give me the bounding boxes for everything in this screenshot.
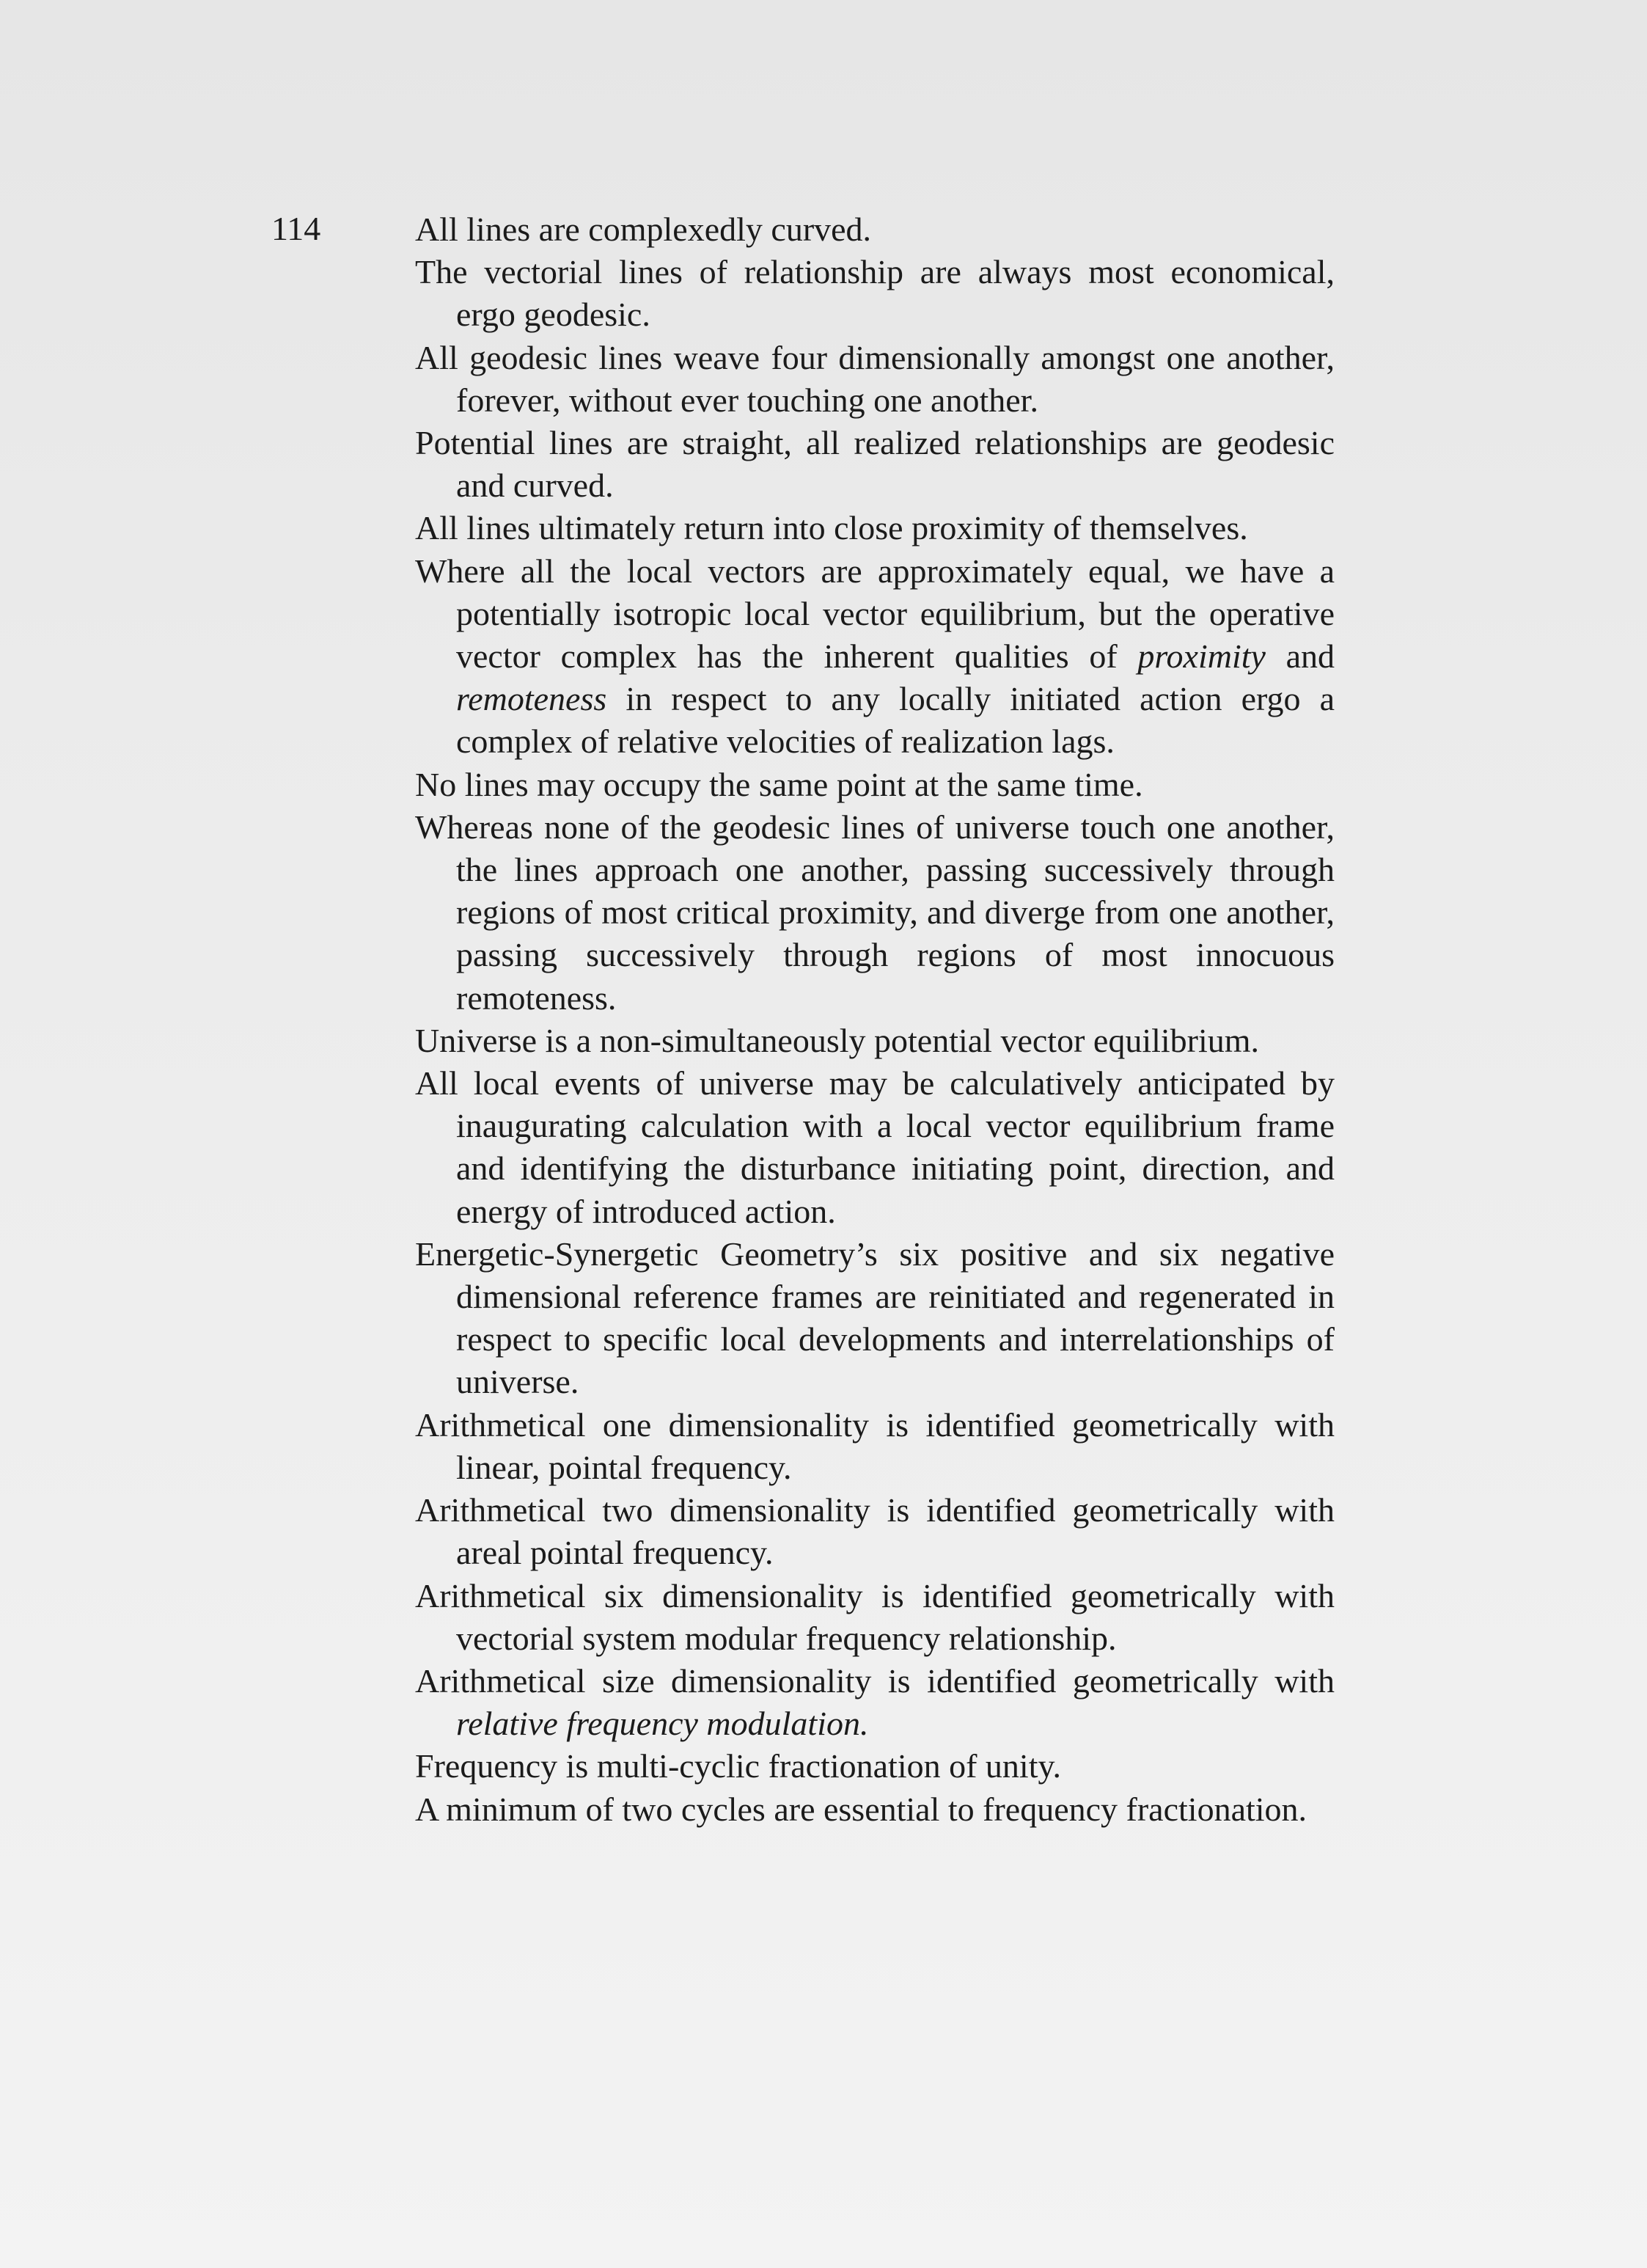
paragraph-text: in respect to any locally initiated action ergo a complex of relative velocities of realization lags.: [456, 680, 1335, 761]
body-paragraph: [415, 1233, 1335, 1404]
body-paragraph: [415, 806, 1335, 1020]
body-paragraph: [415, 764, 1335, 806]
paragraph-text: All geodesic lines weave four dimensionally amongst one another, forever, without ever touching one another.: [415, 338, 1335, 419]
italic-text: remoteness: [456, 680, 607, 718]
paragraph-text: Where all the local vectors are approximately equal, we have a potentially isotropic local vector equilibrium, but the operative vector complex has the inherent qualities of: [415, 552, 1335, 676]
paragraph-text: Energetic-Synergetic Geometry’s six positive and six negative dimensional reference frames are reinitiated and regenerated in respect to specific local developments and interrelationships of universe.: [415, 1234, 1335, 1401]
paragraph-text: Whereas none of the geodesic lines of universe touch one another, the lines approach one another, passing successively through regions of most critical proximity, and diverge from one another, passing successively through regions of most innocuous remoteness.: [415, 808, 1335, 1017]
body-paragraph: [415, 1404, 1335, 1489]
paragraph-text: All local events of universe may be calculatively anticipated by inaugurating calculation with a local vector equilibrium frame and identifying the disturbance initiating point, direction, and energy of introduced action.: [415, 1064, 1335, 1230]
body-paragraph: [415, 337, 1335, 422]
body-paragraph: [415, 1660, 1335, 1745]
body-paragraph: [415, 507, 1335, 549]
paragraph-text: Arithmetical six dimensionality is identified geometrically with vectorial system modular frequency relationship.: [415, 1576, 1335, 1657]
paragraph-text: Arithmetical one dimensionality is identified geometrically with linear, pointal frequency.: [415, 1405, 1335, 1486]
page-number: 114: [271, 210, 321, 247]
paragraph-text: All lines ultimately return into close proximity of themselves.: [415, 509, 1248, 547]
paragraph-text: and: [1265, 637, 1335, 676]
paragraph-text: Arithmetical two dimensionality is identified geometrically with areal pointal frequency.: [415, 1491, 1335, 1572]
paragraph-text: No lines may occupy the same point at the same time.: [415, 765, 1143, 803]
paragraph-text: A minimum of two cycles are essential to frequency fractionation.: [415, 1790, 1307, 1828]
paragraph-text: Potential lines are straight, all realized relationships are geodesic and curved.: [415, 424, 1335, 505]
paragraph-text: Arithmetical size dimensionality is identified geometrically with: [415, 1661, 1335, 1700]
body-paragraph: [415, 251, 1335, 336]
body-paragraph: [415, 1788, 1335, 1831]
body-paragraph: [415, 422, 1335, 507]
body-paragraph: [415, 1020, 1335, 1062]
paragraph-text: The vectorial lines of relationship are always most economical, ergo geodesic.: [415, 253, 1335, 334]
italic-text: proximity: [1137, 637, 1266, 676]
body-paragraph: [415, 1062, 1335, 1233]
body-paragraph: [415, 1575, 1335, 1660]
page-body-text: [415, 208, 1335, 1831]
paragraph-text: All lines are complexedly curved.: [415, 211, 872, 248]
body-paragraph: [415, 1489, 1335, 1574]
body-paragraph: [415, 208, 1335, 251]
body-paragraph: [415, 550, 1335, 764]
paragraph-text: Frequency is multi-cyclic fractionation of unity.: [415, 1747, 1061, 1785]
paragraph-text: Universe is a non-simultaneously potential vector equilibrium.: [415, 1021, 1260, 1059]
body-paragraph: [415, 1745, 1335, 1788]
italic-text: relative frequency modulation.: [456, 1705, 869, 1743]
